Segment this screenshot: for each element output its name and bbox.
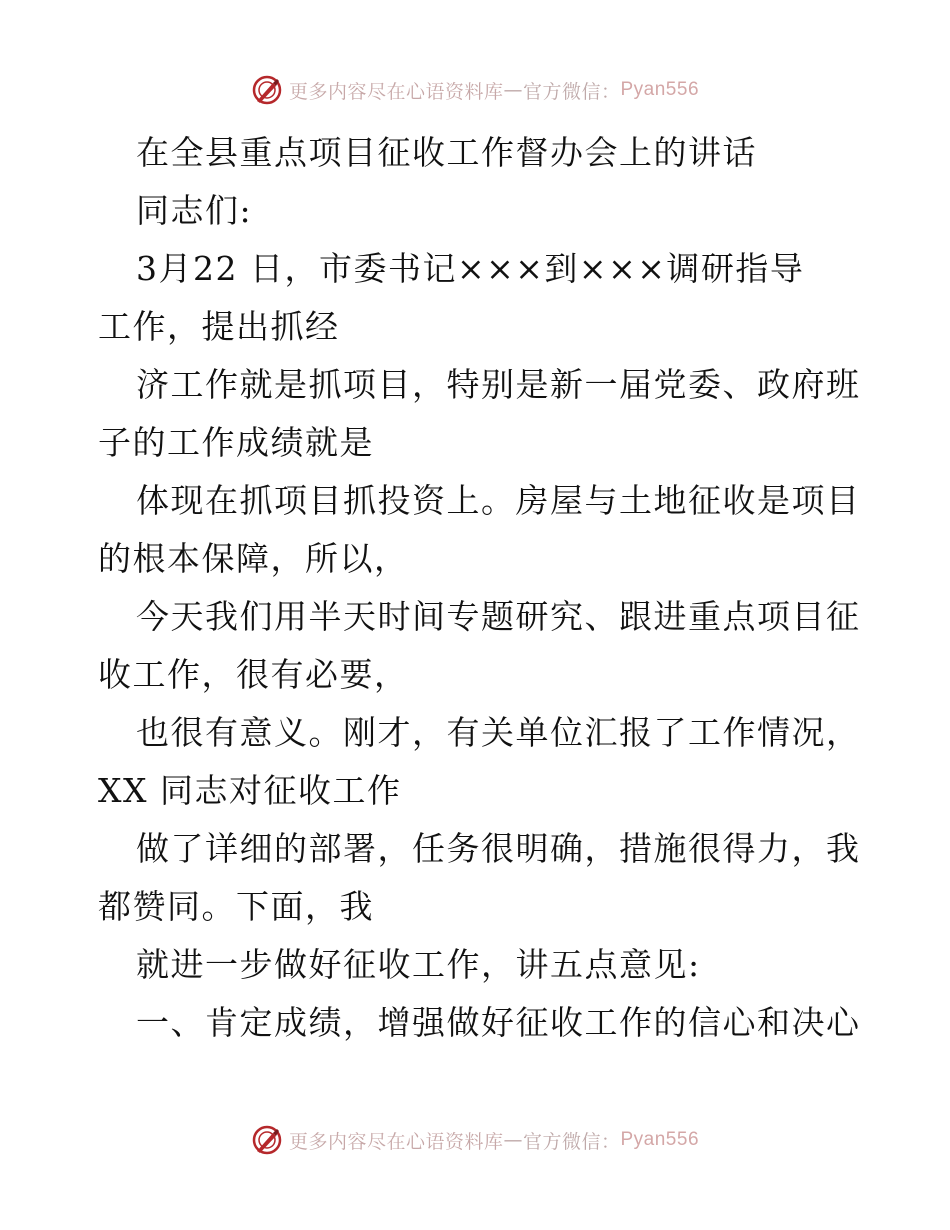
watermark-dash: — xyxy=(503,79,523,101)
watermark-label: 官方微信： xyxy=(522,1130,621,1153)
watermark-header xyxy=(0,72,950,108)
paragraph-line: 就进一步做好征收工作，讲五点意见: xyxy=(136,945,701,984)
paragraph-line: 今天我们用半天时间专题研究、跟进重点项目征 xyxy=(136,597,861,636)
watermark-label: 官方微信： xyxy=(522,80,621,103)
paragraph-line: 也很有意义。刚才，有关单位汇报了工作情况， xyxy=(136,713,861,752)
watermark-dash: — xyxy=(503,1129,523,1151)
paragraph-line: 3月22 日，市委书记×××到×××调研指导 xyxy=(136,249,805,288)
pen-logo-icon xyxy=(251,1124,283,1156)
paragraph-line: 做了详细的部署，任务很明确，措施很得力，我 xyxy=(136,829,861,868)
paragraph-line: 体现在抓项目抓投资上。房屋与土地征收是项目 xyxy=(136,481,861,520)
paragraph-line: 都赞同。下面，我 xyxy=(98,887,374,926)
document-body xyxy=(98,124,861,1052)
watermark-wechat-id: Pyan556 xyxy=(620,79,700,100)
section-heading: 一、肯定成绩，增强做好征收工作的信心和决心 xyxy=(136,1003,861,1042)
watermark-text: 更多内容尽在心语资料库 xyxy=(288,80,504,103)
watermark-footer xyxy=(0,1122,950,1158)
watermark-wechat-id: Pyan556 xyxy=(620,1129,700,1150)
paragraph-line: 的根本保障，所以， xyxy=(98,539,409,578)
paragraph-line: XX 同志对征收工作 xyxy=(98,771,402,810)
salutation: 同志们: xyxy=(136,191,253,230)
paragraph-line: 收工作，很有必要， xyxy=(98,655,409,694)
pen-logo-icon xyxy=(251,74,283,106)
document-title: 在全县重点项目征收工作督办会上的讲话 xyxy=(136,133,757,172)
paragraph-line: 工作，提出抓经 xyxy=(98,307,340,346)
watermark-text: 更多内容尽在心语资料库 xyxy=(288,1130,504,1153)
paragraph-line: 济工作就是抓项目，特别是新一届党委、政府班 xyxy=(136,365,861,404)
paragraph-line: 子的工作成绩就是 xyxy=(98,423,374,462)
